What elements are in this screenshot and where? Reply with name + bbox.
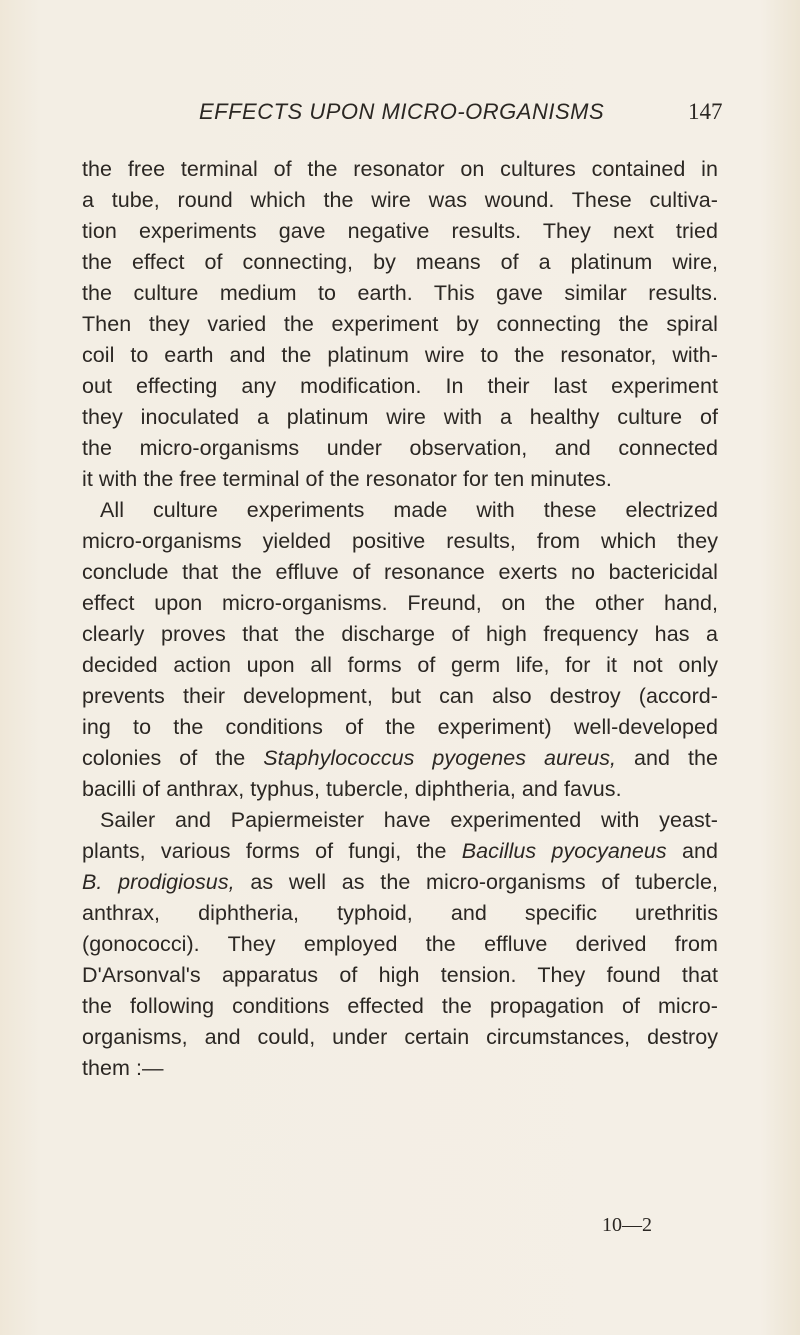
text-line: coil to earth and the platinum wire to the resonator, with- bbox=[82, 343, 718, 367]
text-line: the following conditions effected the propagation of micro- bbox=[82, 994, 718, 1018]
text-line: Then they varied the experiment by connecting the spiral bbox=[82, 312, 718, 336]
paragraph-start-line: All culture experiments made with these electrized bbox=[100, 498, 718, 522]
text-line: bacilli of anthrax, typhus, tubercle, diphtheria, and favus. bbox=[82, 777, 622, 801]
page-header bbox=[0, 92, 800, 132]
text-line: tion experiments gave negative results. They next tried bbox=[82, 219, 718, 243]
text-line: organisms, and could, under certain circumstances, destroy bbox=[82, 1025, 718, 1049]
text-line: out effecting any modification. In their last experiment bbox=[82, 374, 718, 398]
text-line: the micro-organisms under observation, and connected bbox=[82, 436, 718, 460]
text-run: colonies of the bbox=[82, 746, 264, 770]
text-line: the culture medium to earth. This gave similar results. bbox=[82, 281, 718, 305]
text-line: (gonococci). They employed the effluve derived from bbox=[82, 932, 718, 956]
text-line: them :— bbox=[82, 1056, 164, 1080]
text-line: it with the free terminal of the resonator for ten minutes. bbox=[82, 467, 612, 491]
running-title: EFFECTS UPON MICRO-ORGANISMS bbox=[199, 99, 605, 124]
text-run: and the bbox=[616, 746, 719, 770]
text-line bbox=[82, 743, 718, 774]
italic-species-name: Staphylococcus pyogenes aureus, bbox=[263, 746, 617, 770]
text-run: plants, various forms of fungi, the bbox=[82, 839, 462, 863]
text-line: the free terminal of the resonator on cultures contained in bbox=[82, 157, 718, 181]
text-line: micro-organisms yielded positive results, from which they bbox=[82, 529, 718, 553]
text-line: a tube, round which the wire was wound. These cultiva- bbox=[82, 188, 718, 212]
text-line: anthrax, diphtheria, typhoid, and specific urethritis bbox=[82, 901, 718, 925]
italic-species-name: Bacillus pyocyaneus bbox=[461, 839, 667, 863]
text-line: they inoculated a platinum wire with a healthy culture of bbox=[82, 405, 718, 429]
italic-species-name: B. prodigiosus, bbox=[82, 870, 235, 894]
text-line: the effect of connecting, by means of a platinum wire, bbox=[82, 250, 718, 274]
text-line: prevents their development, but can also destroy (accord- bbox=[82, 684, 718, 708]
text-line: ing to the conditions of the experiment) well-developed bbox=[82, 715, 718, 739]
text-line: clearly proves that the discharge of high frequency has a bbox=[82, 622, 718, 646]
paragraph-start-line: Sailer and Papiermeister have experimented with yeast- bbox=[100, 808, 718, 832]
text-run: and bbox=[666, 839, 718, 863]
signature-mark: 10—2 bbox=[602, 1214, 652, 1236]
body-text bbox=[82, 154, 718, 1084]
text-line: conclude that the effluve of resonance exerts no bactericidal bbox=[82, 560, 718, 584]
text-line bbox=[82, 867, 718, 898]
text-line: D'Arsonval's apparatus of high tension. They found that bbox=[82, 963, 718, 987]
text-run: as well as the micro-organisms of tubercle, bbox=[234, 870, 719, 894]
text-line bbox=[82, 836, 718, 867]
text-line: effect upon micro-organisms. Freund, on the other hand, bbox=[82, 591, 718, 615]
page-number: 147 bbox=[688, 99, 723, 124]
text-line: decided action upon all forms of germ life, for it not only bbox=[82, 653, 718, 677]
